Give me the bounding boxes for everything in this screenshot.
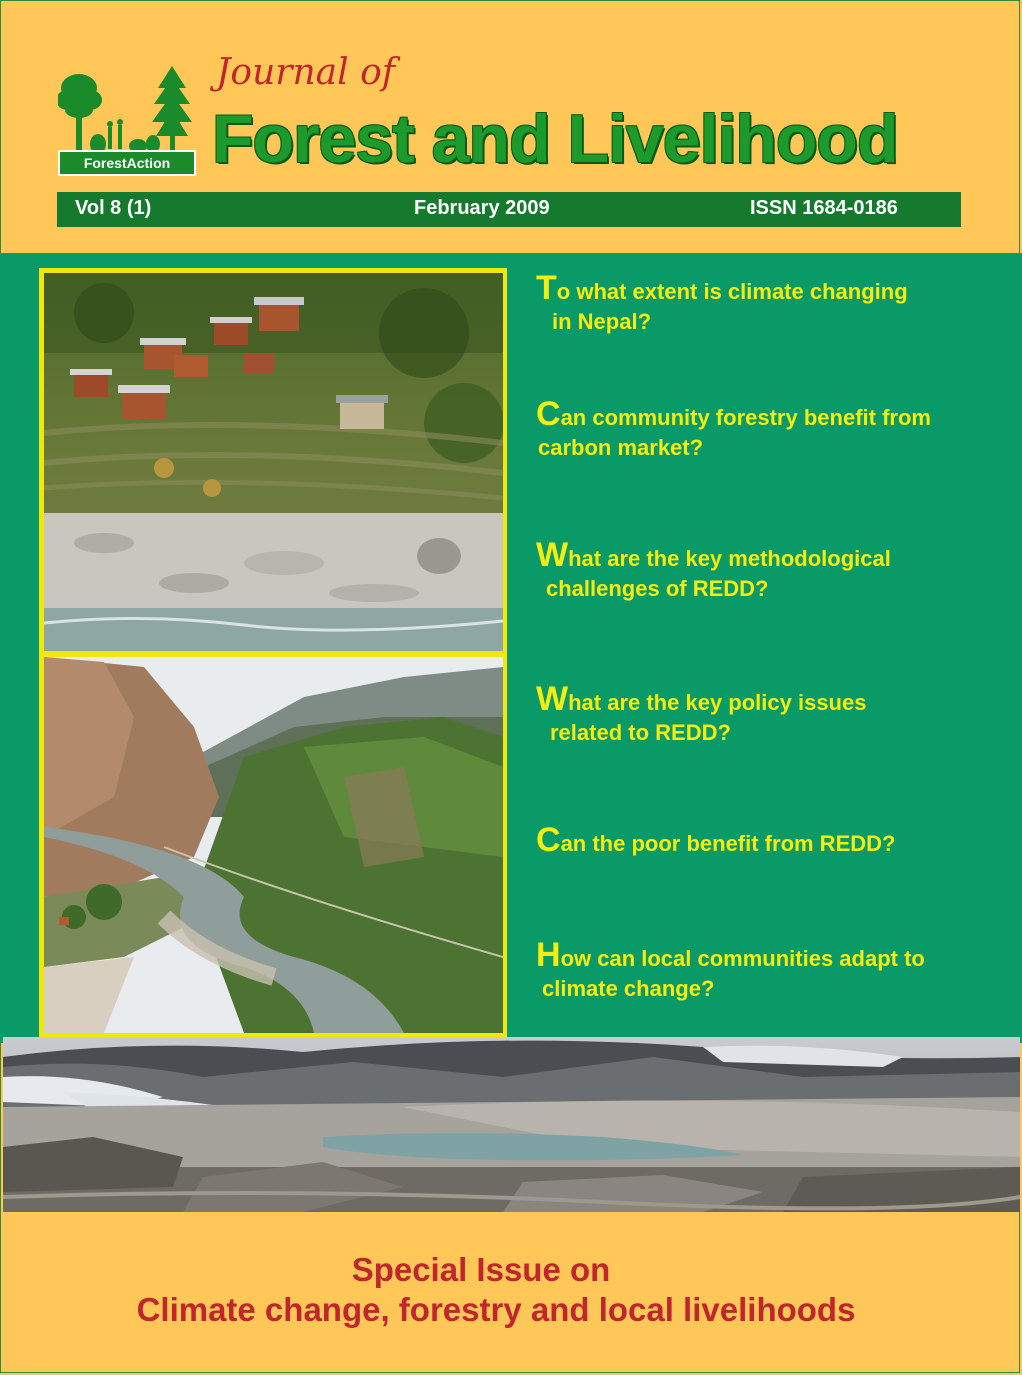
question-1: To what extent is climate changing in Nepal?: [536, 269, 908, 334]
journal-title: Forest and Livelihood: [212, 101, 898, 177]
question-2: Can community forestry benefit from carbon market?: [536, 395, 931, 460]
journal-of-text: Journal of: [216, 52, 396, 93]
glacial-lake-photo: [3, 1037, 1020, 1212]
volume-label: Vol 8 (1): [75, 197, 152, 219]
forestaction-logo: [58, 66, 196, 176]
issue-info-bar: [57, 192, 961, 227]
question-5: Can the poor benefit from REDD?: [536, 821, 896, 859]
special-issue-line2: Climate change, forestry and local livelihoods: [136, 1291, 856, 1328]
special-issue-banner: [0, 1250, 1022, 1330]
issn-label: ISSN 1684-0186: [750, 197, 898, 219]
question-3: What are the key methodological challenges of REDD?: [536, 536, 891, 601]
logo-badge: ForestAction: [58, 150, 196, 176]
date-label: February 2009: [414, 197, 550, 219]
trees-icon: [58, 66, 196, 156]
village-hillside-photo: [44, 273, 503, 651]
river-valley-photo: [44, 657, 503, 1033]
special-issue-line1: Special Issue on: [351, 1251, 611, 1288]
question-4: What are the key policy issues related to REDD?: [536, 680, 867, 745]
question-6: How can local communities adapt to climate change?: [536, 936, 925, 1001]
